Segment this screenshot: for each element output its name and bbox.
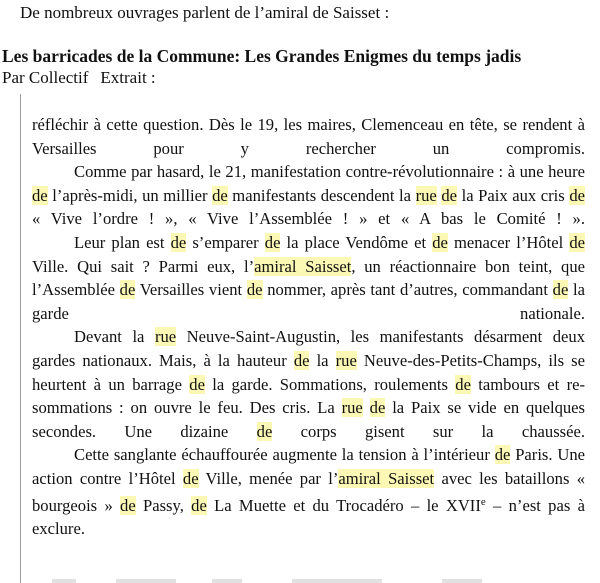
excerpt-text: manifestants descendent la xyxy=(227,185,416,205)
ordinal-superscript: e xyxy=(480,495,486,508)
excerpt-text: l’après-midi, un millier xyxy=(47,185,213,205)
excerpt-text: réfléchir à cette question. Dès le 19, les maires, Clemenceau en tête, se rendent à Versailles pour y rechercher un compromis. xyxy=(32,115,585,158)
excerpt-body xyxy=(32,113,585,541)
excerpt-text: s’emparer xyxy=(186,232,265,252)
intro-text: De nombreux ouvrages parlent de l’amiral de Saisset : xyxy=(20,3,390,22)
excerpt-text: – n’est pas à exclure. xyxy=(32,495,585,539)
search-highlight: rue xyxy=(341,398,363,418)
search-highlight: de xyxy=(455,374,471,394)
book-title: Les barricades de la Commune: Les Grandes Enigmes du temps jadis xyxy=(2,46,522,66)
excerpt-text: Comme par hasard, le 21, manifestation contre-révolutionnaire : à une heure xyxy=(74,162,585,182)
excerpt-text: la Paix se vide en quelques secondes. Une dizaine xyxy=(32,398,585,441)
search-highlight: de xyxy=(494,445,511,465)
search-highlight: de xyxy=(182,468,199,488)
excerpt-text xyxy=(363,398,370,417)
search-highlight: de xyxy=(569,232,585,252)
search-highlight: de xyxy=(119,280,136,300)
excerpt-paragraph xyxy=(32,325,585,443)
search-highlight: de xyxy=(264,232,281,252)
search-highlight: de xyxy=(191,495,207,515)
excerpt-text: corps gisent sur la chaussée. xyxy=(272,421,585,441)
search-highlight: de xyxy=(293,350,310,370)
search-highlight: de xyxy=(212,185,228,205)
excerpt-text: La Muette et du Trocadéro – le XVII xyxy=(206,495,481,515)
excerpt-text: Versailles vient xyxy=(135,280,247,300)
excerpt-text: la Paix aux cris xyxy=(457,185,570,205)
excerpt-text: Ville, menée par l’ xyxy=(198,468,339,488)
search-highlight: rue xyxy=(335,350,357,370)
search-highlight: de xyxy=(256,421,273,441)
excerpt-text: la garde nationale. xyxy=(32,280,586,323)
search-highlight: de xyxy=(569,185,585,205)
excerpt-text: tambours et re-sommations : on ouvre le feu. Des cris. La xyxy=(32,374,585,418)
excerpt-text: la garde. Sommations, roulements xyxy=(204,374,456,394)
excerpt-text: Devant la xyxy=(74,327,155,347)
excerpt-paragraph xyxy=(32,443,585,540)
cut-off-line xyxy=(32,564,585,583)
excerpt-text: Paris. Une action contre l’Hôtel xyxy=(32,445,586,488)
excerpt-text: , un réactionnaire bon teint, que l’Assemblée xyxy=(32,256,585,300)
excerpt-text: menacer l’Hôtel xyxy=(447,232,570,252)
search-highlight: rue xyxy=(154,327,177,347)
excerpt-text: Cette sanglante échauffourée augmente la tension à l’intérieur xyxy=(74,445,495,465)
excerpt-text: « Vive l’ordre ! », « Vive l’Assemblée ! » et « A bas le Comité ! ». xyxy=(32,209,585,229)
search-highlight: de xyxy=(120,495,136,515)
search-highlight: de xyxy=(552,280,569,300)
excerpt-paragraph xyxy=(32,231,585,325)
book-author: Par Collectif xyxy=(2,68,89,87)
search-highlight: de xyxy=(189,374,205,394)
excerpt-paragraph xyxy=(32,113,585,160)
excerpt-text: avec les bataillons « bourgeois » xyxy=(32,468,585,515)
excerpt-text: nommer, après tant d’autres, commandant xyxy=(262,280,553,300)
search-highlight: de xyxy=(246,280,263,300)
excerpt-text: Ville. Qui sait ? Parmi eux, l’ xyxy=(32,256,255,276)
search-highlight: amiral Saisset xyxy=(254,256,352,276)
excerpt-text: Neuve-Saint-Augustin, les manifestants désarment deux gardes nationaux. Mais, à la hauteur xyxy=(32,327,585,370)
excerpt-text: Passy, xyxy=(135,495,192,515)
excerpt-text: Neuve-des-Petits-Champs, ils se heurtent à un barrage xyxy=(32,350,585,394)
search-highlight: de xyxy=(441,185,458,205)
search-highlight: de xyxy=(32,185,48,205)
excerpt-text: la place Vendôme et xyxy=(280,232,433,252)
excerpt-label: Extrait : xyxy=(100,68,156,87)
search-highlight: de xyxy=(369,398,386,418)
excerpt-text: la xyxy=(309,350,336,370)
book-byline xyxy=(2,68,156,88)
search-highlight: de xyxy=(170,232,187,252)
excerpt-text: Leur plan est xyxy=(74,232,171,252)
search-highlight: rue xyxy=(415,185,437,205)
search-highlight: amiral Saisset xyxy=(338,468,435,488)
search-highlight: de xyxy=(432,232,448,252)
excerpt-paragraph xyxy=(32,160,585,231)
